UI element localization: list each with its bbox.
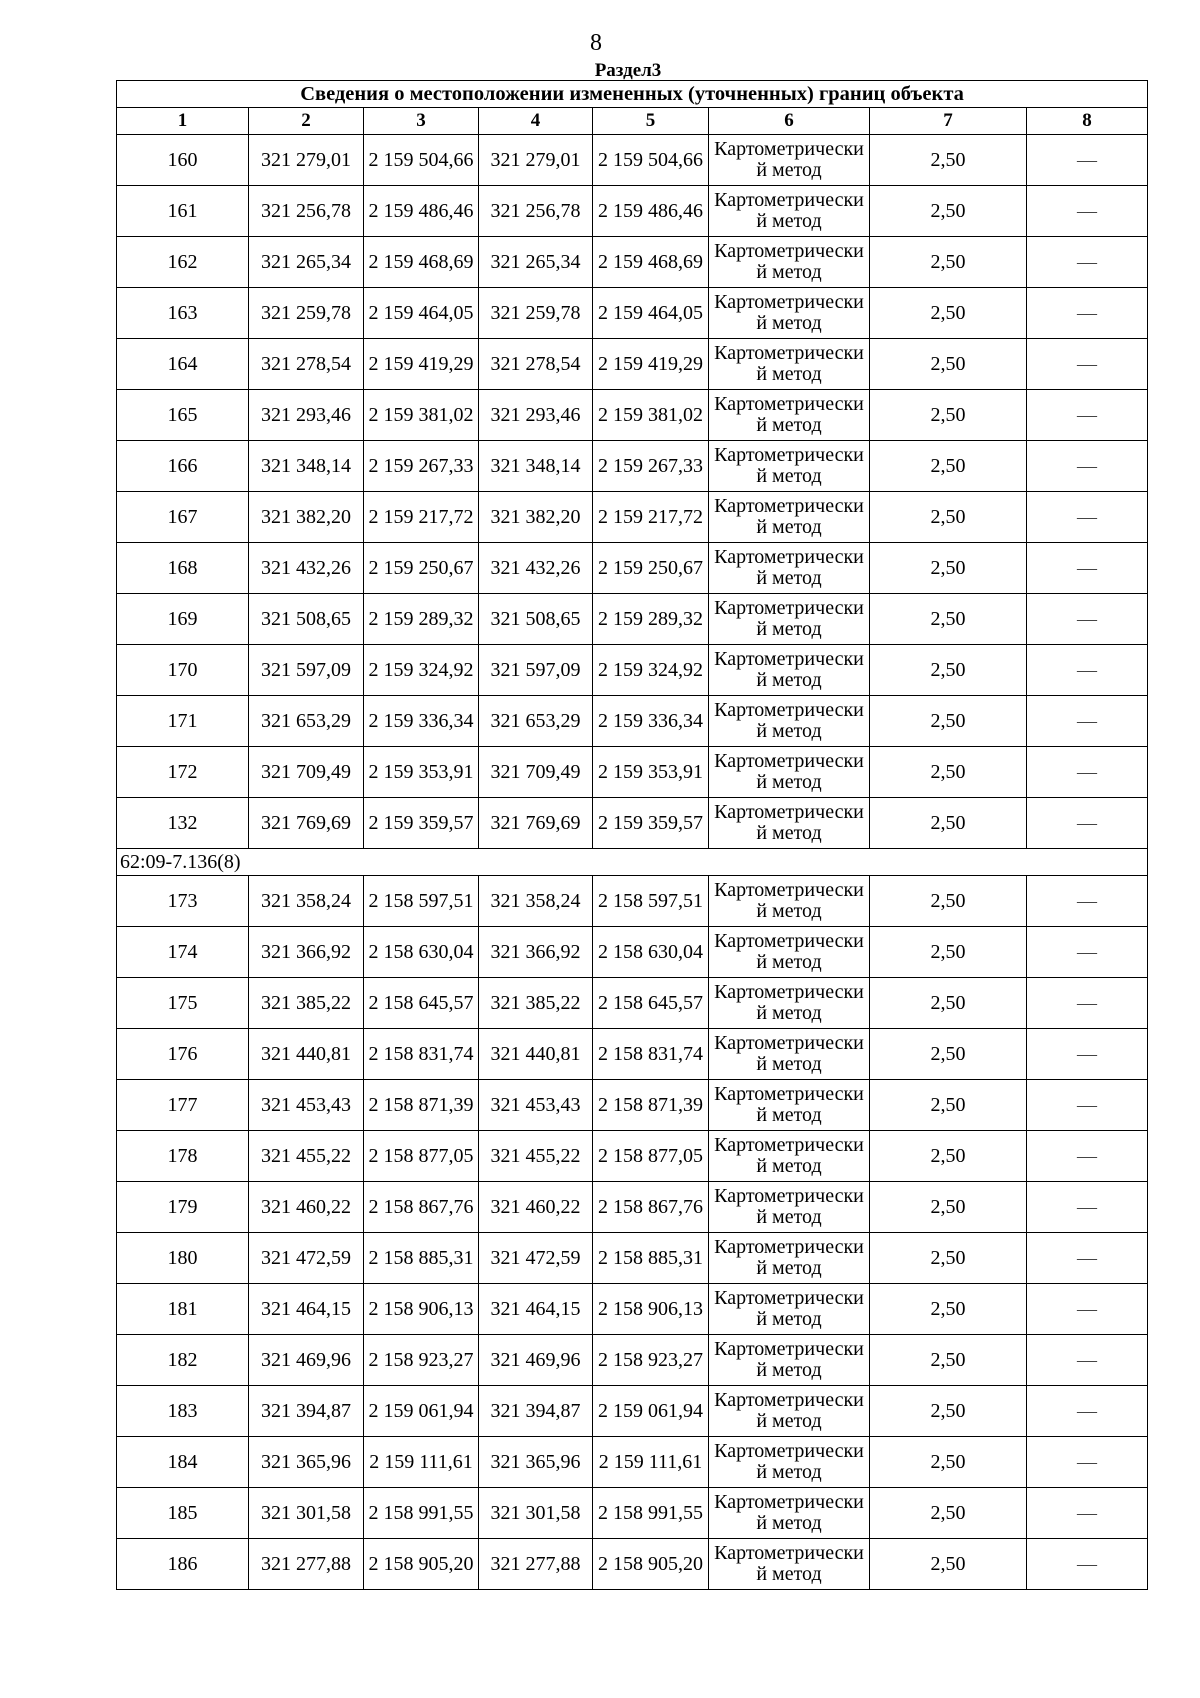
x-existing: 321 385,22	[249, 978, 364, 1029]
y-updated: 2 159 486,46	[593, 186, 709, 237]
point-number: 181	[117, 1284, 249, 1335]
point-number: 168	[117, 543, 249, 594]
marker-description: —	[1027, 1029, 1148, 1080]
marker-description: —	[1027, 135, 1148, 186]
x-updated: 321 508,65	[479, 594, 593, 645]
method: Картометрически й метод	[709, 1386, 870, 1437]
table-row	[117, 978, 1148, 1029]
y-existing: 2 159 217,72	[364, 492, 479, 543]
table-row	[117, 594, 1148, 645]
method: Картометрически й метод	[709, 1080, 870, 1131]
mean-square-error: 2,50	[870, 339, 1027, 390]
method: Картометрически й метод	[709, 390, 870, 441]
table-row	[117, 747, 1148, 798]
marker-description: —	[1027, 339, 1148, 390]
point-number: 169	[117, 594, 249, 645]
part-label-row	[117, 849, 1148, 876]
x-updated: 321 256,78	[479, 186, 593, 237]
mean-square-error: 2,50	[870, 135, 1027, 186]
coordinates-table	[116, 80, 1148, 1590]
method: Картометрически й метод	[709, 1437, 870, 1488]
method: Картометрически й метод	[709, 288, 870, 339]
method: Картометрически й метод	[709, 339, 870, 390]
method: Картометрически й метод	[709, 645, 870, 696]
column-number-7: 7	[870, 108, 1027, 135]
marker-description: —	[1027, 1131, 1148, 1182]
mean-square-error: 2,50	[870, 1386, 1027, 1437]
method: Картометрически й метод	[709, 747, 870, 798]
x-updated: 321 597,09	[479, 645, 593, 696]
table-row	[117, 798, 1148, 849]
x-existing: 321 256,78	[249, 186, 364, 237]
marker-description: —	[1027, 237, 1148, 288]
y-existing: 2 158 923,27	[364, 1335, 479, 1386]
x-updated: 321 394,87	[479, 1386, 593, 1437]
mean-square-error: 2,50	[870, 1539, 1027, 1590]
mean-square-error: 2,50	[870, 390, 1027, 441]
x-existing: 321 278,54	[249, 339, 364, 390]
page-number: 8	[590, 30, 602, 56]
x-existing: 321 453,43	[249, 1080, 364, 1131]
table-row	[117, 492, 1148, 543]
marker-description: —	[1027, 1488, 1148, 1539]
mean-square-error: 2,50	[870, 1029, 1027, 1080]
y-updated: 2 159 217,72	[593, 492, 709, 543]
y-existing: 2 158 991,55	[364, 1488, 479, 1539]
y-updated: 2 159 504,66	[593, 135, 709, 186]
x-updated: 321 365,96	[479, 1437, 593, 1488]
x-updated: 321 278,54	[479, 339, 593, 390]
marker-description: —	[1027, 1437, 1148, 1488]
mean-square-error: 2,50	[870, 1284, 1027, 1335]
mean-square-error: 2,50	[870, 186, 1027, 237]
y-existing: 2 159 289,32	[364, 594, 479, 645]
y-existing: 2 159 419,29	[364, 339, 479, 390]
y-updated: 2 158 877,05	[593, 1131, 709, 1182]
x-updated: 321 455,22	[479, 1131, 593, 1182]
point-number: 176	[117, 1029, 249, 1080]
table-row	[117, 1488, 1148, 1539]
y-updated: 2 158 645,57	[593, 978, 709, 1029]
x-existing: 321 348,14	[249, 441, 364, 492]
marker-description: —	[1027, 696, 1148, 747]
point-number: 163	[117, 288, 249, 339]
y-updated: 2 159 464,05	[593, 288, 709, 339]
table-row	[117, 543, 1148, 594]
x-updated: 321 382,20	[479, 492, 593, 543]
x-updated: 321 366,92	[479, 927, 593, 978]
x-existing: 321 365,96	[249, 1437, 364, 1488]
marker-description: —	[1027, 186, 1148, 237]
part-label: 62:09-7.136(8)	[117, 849, 1148, 876]
y-updated: 2 159 381,02	[593, 390, 709, 441]
table-row	[117, 135, 1148, 186]
mean-square-error: 2,50	[870, 876, 1027, 927]
point-number: 170	[117, 645, 249, 696]
point-number: 167	[117, 492, 249, 543]
y-existing: 2 158 871,39	[364, 1080, 479, 1131]
x-existing: 321 709,49	[249, 747, 364, 798]
mean-square-error: 2,50	[870, 1335, 1027, 1386]
y-updated: 2 159 289,32	[593, 594, 709, 645]
y-existing: 2 159 353,91	[364, 747, 479, 798]
mean-square-error: 2,50	[870, 645, 1027, 696]
x-updated: 321 432,26	[479, 543, 593, 594]
y-updated: 2 159 359,57	[593, 798, 709, 849]
y-updated: 2 158 906,13	[593, 1284, 709, 1335]
point-number: 186	[117, 1539, 249, 1590]
point-number: 160	[117, 135, 249, 186]
y-existing: 2 158 906,13	[364, 1284, 479, 1335]
mean-square-error: 2,50	[870, 441, 1027, 492]
marker-description: —	[1027, 390, 1148, 441]
y-updated: 2 159 061,94	[593, 1386, 709, 1437]
column-number-1: 1	[117, 108, 249, 135]
point-number: 175	[117, 978, 249, 1029]
point-number: 183	[117, 1386, 249, 1437]
x-existing: 321 653,29	[249, 696, 364, 747]
x-existing: 321 769,69	[249, 798, 364, 849]
x-updated: 321 358,24	[479, 876, 593, 927]
method: Картометрически й метод	[709, 1335, 870, 1386]
method: Картометрически й метод	[709, 441, 870, 492]
mean-square-error: 2,50	[870, 798, 1027, 849]
y-updated: 2 159 111,61	[593, 1437, 709, 1488]
method: Картометрически й метод	[709, 876, 870, 927]
x-existing: 321 293,46	[249, 390, 364, 441]
method: Картометрически й метод	[709, 1029, 870, 1080]
mean-square-error: 2,50	[870, 1182, 1027, 1233]
marker-description: —	[1027, 1080, 1148, 1131]
y-existing: 2 159 061,94	[364, 1386, 479, 1437]
table-row	[117, 186, 1148, 237]
y-updated: 2 159 353,91	[593, 747, 709, 798]
method: Картометрически й метод	[709, 1182, 870, 1233]
method: Картометрически й метод	[709, 1488, 870, 1539]
mean-square-error: 2,50	[870, 696, 1027, 747]
x-existing: 321 508,65	[249, 594, 364, 645]
y-updated: 2 159 336,34	[593, 696, 709, 747]
y-updated: 2 158 885,31	[593, 1233, 709, 1284]
table-row	[117, 1335, 1148, 1386]
column-number-2: 2	[249, 108, 364, 135]
method: Картометрически й метод	[709, 237, 870, 288]
table-row	[117, 1539, 1148, 1590]
y-existing: 2 158 877,05	[364, 1131, 479, 1182]
x-updated: 321 277,88	[479, 1539, 593, 1590]
y-existing: 2 159 359,57	[364, 798, 479, 849]
method: Картометрически й метод	[709, 186, 870, 237]
marker-description: —	[1027, 927, 1148, 978]
x-existing: 321 259,78	[249, 288, 364, 339]
marker-description: —	[1027, 1539, 1148, 1590]
table-row	[117, 645, 1148, 696]
method: Картометрически й метод	[709, 1131, 870, 1182]
marker-description: —	[1027, 645, 1148, 696]
x-updated: 321 293,46	[479, 390, 593, 441]
y-updated: 2 158 597,51	[593, 876, 709, 927]
mean-square-error: 2,50	[870, 492, 1027, 543]
y-existing: 2 158 867,76	[364, 1182, 479, 1233]
point-number: 162	[117, 237, 249, 288]
y-existing: 2 159 504,66	[364, 135, 479, 186]
x-existing: 321 301,58	[249, 1488, 364, 1539]
point-number: 164	[117, 339, 249, 390]
mean-square-error: 2,50	[870, 1437, 1027, 1488]
x-updated: 321 348,14	[479, 441, 593, 492]
y-updated: 2 159 419,29	[593, 339, 709, 390]
mean-square-error: 2,50	[870, 1131, 1027, 1182]
y-existing: 2 159 336,34	[364, 696, 479, 747]
marker-description: —	[1027, 288, 1148, 339]
table-row	[117, 1182, 1148, 1233]
mean-square-error: 2,50	[870, 747, 1027, 798]
mean-square-error: 2,50	[870, 1233, 1027, 1284]
table-row	[117, 441, 1148, 492]
marker-description: —	[1027, 798, 1148, 849]
marker-description: —	[1027, 594, 1148, 645]
point-number: 165	[117, 390, 249, 441]
x-existing: 321 382,20	[249, 492, 364, 543]
mean-square-error: 2,50	[870, 978, 1027, 1029]
y-existing: 2 159 111,61	[364, 1437, 479, 1488]
table-row	[117, 1029, 1148, 1080]
x-existing: 321 464,15	[249, 1284, 364, 1335]
table-row	[117, 288, 1148, 339]
y-existing: 2 158 831,74	[364, 1029, 479, 1080]
y-updated: 2 159 324,92	[593, 645, 709, 696]
point-number: 185	[117, 1488, 249, 1539]
y-existing: 2 158 905,20	[364, 1539, 479, 1590]
table-row	[117, 1284, 1148, 1335]
column-number-5: 5	[593, 108, 709, 135]
table-row	[117, 876, 1148, 927]
table-row	[117, 1437, 1148, 1488]
point-number: 173	[117, 876, 249, 927]
method: Картометрически й метод	[709, 594, 870, 645]
table-title-row	[117, 81, 1148, 108]
y-existing: 2 159 468,69	[364, 237, 479, 288]
y-updated: 2 158 905,20	[593, 1539, 709, 1590]
mean-square-error: 2,50	[870, 1080, 1027, 1131]
table-row	[117, 390, 1148, 441]
marker-description: —	[1027, 978, 1148, 1029]
point-number: 184	[117, 1437, 249, 1488]
method: Картометрически й метод	[709, 543, 870, 594]
y-updated: 2 158 630,04	[593, 927, 709, 978]
table-title: Сведения о местоположении измененных (уточненных) границ объекта	[117, 81, 1148, 108]
table-row	[117, 1131, 1148, 1182]
y-updated: 2 158 867,76	[593, 1182, 709, 1233]
x-existing: 321 469,96	[249, 1335, 364, 1386]
x-existing: 321 440,81	[249, 1029, 364, 1080]
marker-description: —	[1027, 1233, 1148, 1284]
method: Картометрически й метод	[709, 927, 870, 978]
method: Картометрически й метод	[709, 1233, 870, 1284]
y-updated: 2 159 468,69	[593, 237, 709, 288]
y-existing: 2 158 597,51	[364, 876, 479, 927]
point-number: 172	[117, 747, 249, 798]
point-number: 177	[117, 1080, 249, 1131]
y-existing: 2 158 645,57	[364, 978, 479, 1029]
mean-square-error: 2,50	[870, 237, 1027, 288]
method: Картометрически й метод	[709, 492, 870, 543]
x-existing: 321 472,59	[249, 1233, 364, 1284]
x-updated: 321 469,96	[479, 1335, 593, 1386]
column-numbers-row	[117, 108, 1148, 135]
mean-square-error: 2,50	[870, 288, 1027, 339]
x-existing: 321 279,01	[249, 135, 364, 186]
column-number-4: 4	[479, 108, 593, 135]
x-updated: 321 653,29	[479, 696, 593, 747]
x-updated: 321 464,15	[479, 1284, 593, 1335]
marker-description: —	[1027, 876, 1148, 927]
point-number: 180	[117, 1233, 249, 1284]
y-updated: 2 159 267,33	[593, 441, 709, 492]
x-updated: 321 440,81	[479, 1029, 593, 1080]
point-number: 132	[117, 798, 249, 849]
column-number-6: 6	[709, 108, 870, 135]
x-updated: 321 385,22	[479, 978, 593, 1029]
y-updated: 2 158 991,55	[593, 1488, 709, 1539]
mean-square-error: 2,50	[870, 594, 1027, 645]
table-row	[117, 927, 1148, 978]
x-existing: 321 265,34	[249, 237, 364, 288]
marker-description: —	[1027, 747, 1148, 798]
mean-square-error: 2,50	[870, 1488, 1027, 1539]
point-number: 182	[117, 1335, 249, 1386]
x-updated: 321 769,69	[479, 798, 593, 849]
marker-description: —	[1027, 543, 1148, 594]
x-updated: 321 453,43	[479, 1080, 593, 1131]
x-updated: 321 709,49	[479, 747, 593, 798]
x-updated: 321 279,01	[479, 135, 593, 186]
marker-description: —	[1027, 441, 1148, 492]
marker-description: —	[1027, 492, 1148, 543]
column-number-8: 8	[1027, 108, 1148, 135]
table-row	[117, 1386, 1148, 1437]
marker-description: —	[1027, 1335, 1148, 1386]
x-updated: 321 460,22	[479, 1182, 593, 1233]
y-updated: 2 159 250,67	[593, 543, 709, 594]
y-existing: 2 159 324,92	[364, 645, 479, 696]
point-number: 174	[117, 927, 249, 978]
point-number: 178	[117, 1131, 249, 1182]
mean-square-error: 2,50	[870, 927, 1027, 978]
point-number: 171	[117, 696, 249, 747]
y-updated: 2 158 871,39	[593, 1080, 709, 1131]
x-existing: 321 277,88	[249, 1539, 364, 1590]
column-number-3: 3	[364, 108, 479, 135]
x-existing: 321 460,22	[249, 1182, 364, 1233]
y-existing: 2 158 885,31	[364, 1233, 479, 1284]
x-updated: 321 259,78	[479, 288, 593, 339]
x-updated: 321 265,34	[479, 237, 593, 288]
y-existing: 2 159 250,67	[364, 543, 479, 594]
x-existing: 321 455,22	[249, 1131, 364, 1182]
method: Картометрически й метод	[709, 135, 870, 186]
marker-description: —	[1027, 1284, 1148, 1335]
y-existing: 2 159 267,33	[364, 441, 479, 492]
x-existing: 321 394,87	[249, 1386, 364, 1437]
x-updated: 321 472,59	[479, 1233, 593, 1284]
x-existing: 321 366,92	[249, 927, 364, 978]
method: Картометрически й метод	[709, 696, 870, 747]
y-updated: 2 158 831,74	[593, 1029, 709, 1080]
x-updated: 321 301,58	[479, 1488, 593, 1539]
table-row	[117, 696, 1148, 747]
marker-description: —	[1027, 1386, 1148, 1437]
method: Картометрически й метод	[709, 798, 870, 849]
table-row	[117, 1080, 1148, 1131]
marker-description: —	[1027, 1182, 1148, 1233]
point-number: 166	[117, 441, 249, 492]
x-existing: 321 597,09	[249, 645, 364, 696]
mean-square-error: 2,50	[870, 543, 1027, 594]
point-number: 161	[117, 186, 249, 237]
x-existing: 321 432,26	[249, 543, 364, 594]
method: Картометрически й метод	[709, 1539, 870, 1590]
x-existing: 321 358,24	[249, 876, 364, 927]
table-row	[117, 339, 1148, 390]
table-row	[117, 1233, 1148, 1284]
y-existing: 2 159 464,05	[364, 288, 479, 339]
y-existing: 2 158 630,04	[364, 927, 479, 978]
y-updated: 2 158 923,27	[593, 1335, 709, 1386]
table-row	[117, 237, 1148, 288]
y-existing: 2 159 486,46	[364, 186, 479, 237]
point-number: 179	[117, 1182, 249, 1233]
method: Картометрически й метод	[709, 978, 870, 1029]
method: Картометрически й метод	[709, 1284, 870, 1335]
y-existing: 2 159 381,02	[364, 390, 479, 441]
section-heading: Раздел3	[594, 60, 662, 81]
